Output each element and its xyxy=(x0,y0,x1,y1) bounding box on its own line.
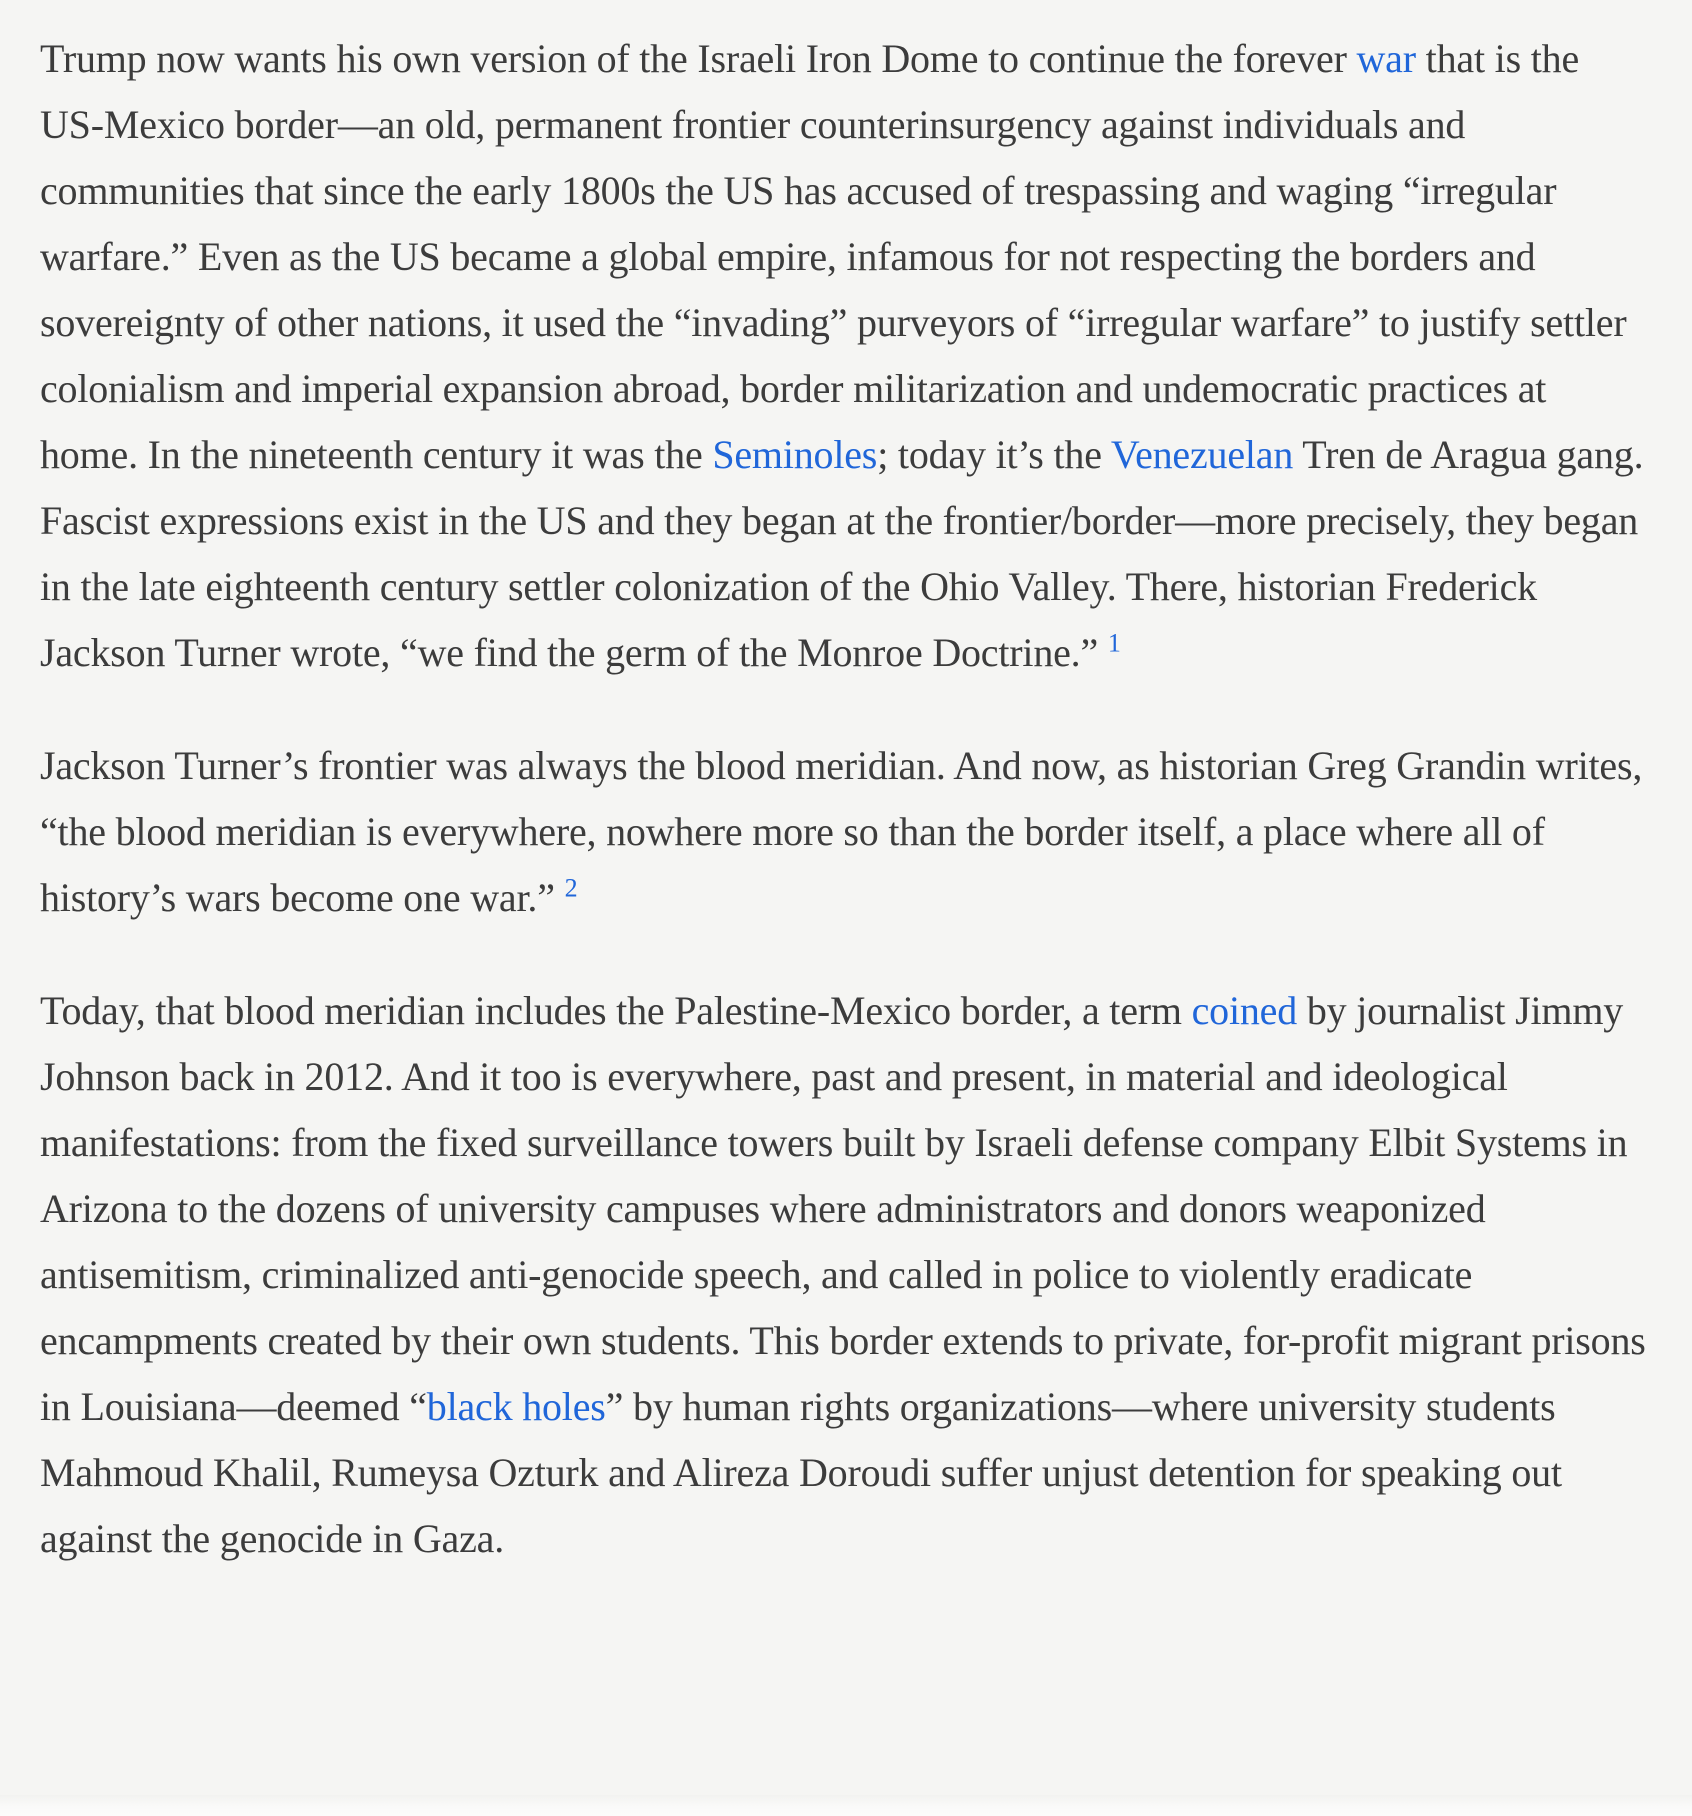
war-link[interactable]: war xyxy=(1356,36,1416,81)
footnote-1-link[interactable]: 1 xyxy=(1107,628,1121,658)
paragraph xyxy=(40,26,1652,686)
next-section-image-top xyxy=(0,1795,1692,1816)
body-text: Jackson Turner’s frontier was always the blood meridian. And now, as historian Greg Grandin writes, “the blood meridian is everywhere, nowhere more so than the border itself, a place where all of history’s wars become one war.” xyxy=(40,743,1652,920)
body-text: Trump now wants his own version of the Israeli Iron Dome to continue the forever xyxy=(40,36,1357,81)
body-text: Tren de Aragua gang. Fascist expressions exist in the US and they began at the frontier/border—more precisely, they began in the late eighteenth century settler colonization of the Ohio Valley. There, historian Frederick Jackson Turner wrote, “we find the germ of the Monroe Doctrine.” xyxy=(40,432,1654,675)
coined-link[interactable]: coined xyxy=(1191,988,1298,1033)
body-text: that is the US-Mexico border—an old, permanent frontier counterinsurgency against individuals and communities that since the early 1800s the US has accused of trespassing and waging “irregular warfare.” Even as the US became a global empire, infamous for not respecting the borders and sovereignty of other nations, it used the “invading” purveyors of “irregular warfare” to justify settler colonialism and imperial expansion abroad, border militarization and undemocratic practices at home. In the nineteenth century it was the xyxy=(40,36,1637,477)
black-holes-link[interactable]: black holes xyxy=(426,1384,606,1429)
body-text: by journalist Jimmy Johnson back in 2012. And it too is everywhere, past and present, in material and ideological manifestations: from the fixed surveillance towers built by Israeli defense company Elbit Systems in Arizona to the dozens of university campuses where administrators and donors weaponized antisemitism, criminalized anti-genocide speech, and called in police to violently eradicate encampments created by their own students. This border extends to private, for-profit migrant prisons in Louisiana—deemed “ xyxy=(40,988,1656,1429)
footnote-2-link[interactable]: 2 xyxy=(564,873,578,903)
body-text: Today, that blood meridian includes the Palestine-Mexico border, a term xyxy=(40,988,1192,1033)
seminoles-link[interactable]: Seminoles xyxy=(712,432,878,477)
paragraph xyxy=(40,978,1656,1572)
footnote-marker xyxy=(565,874,578,903)
body-text: ” by human rights organizations—where university students Mahmoud Khalil, Rumeysa Ozturk and Alireza Doroudi suffer unjust detention for speaking out against the genocide in Gaza. xyxy=(40,1384,1572,1561)
venezuelan-link[interactable]: Venezuelan xyxy=(1110,432,1294,477)
paragraph xyxy=(40,733,1652,931)
body-text: ; today it’s the xyxy=(877,432,1111,477)
footnote-marker xyxy=(1108,629,1121,658)
